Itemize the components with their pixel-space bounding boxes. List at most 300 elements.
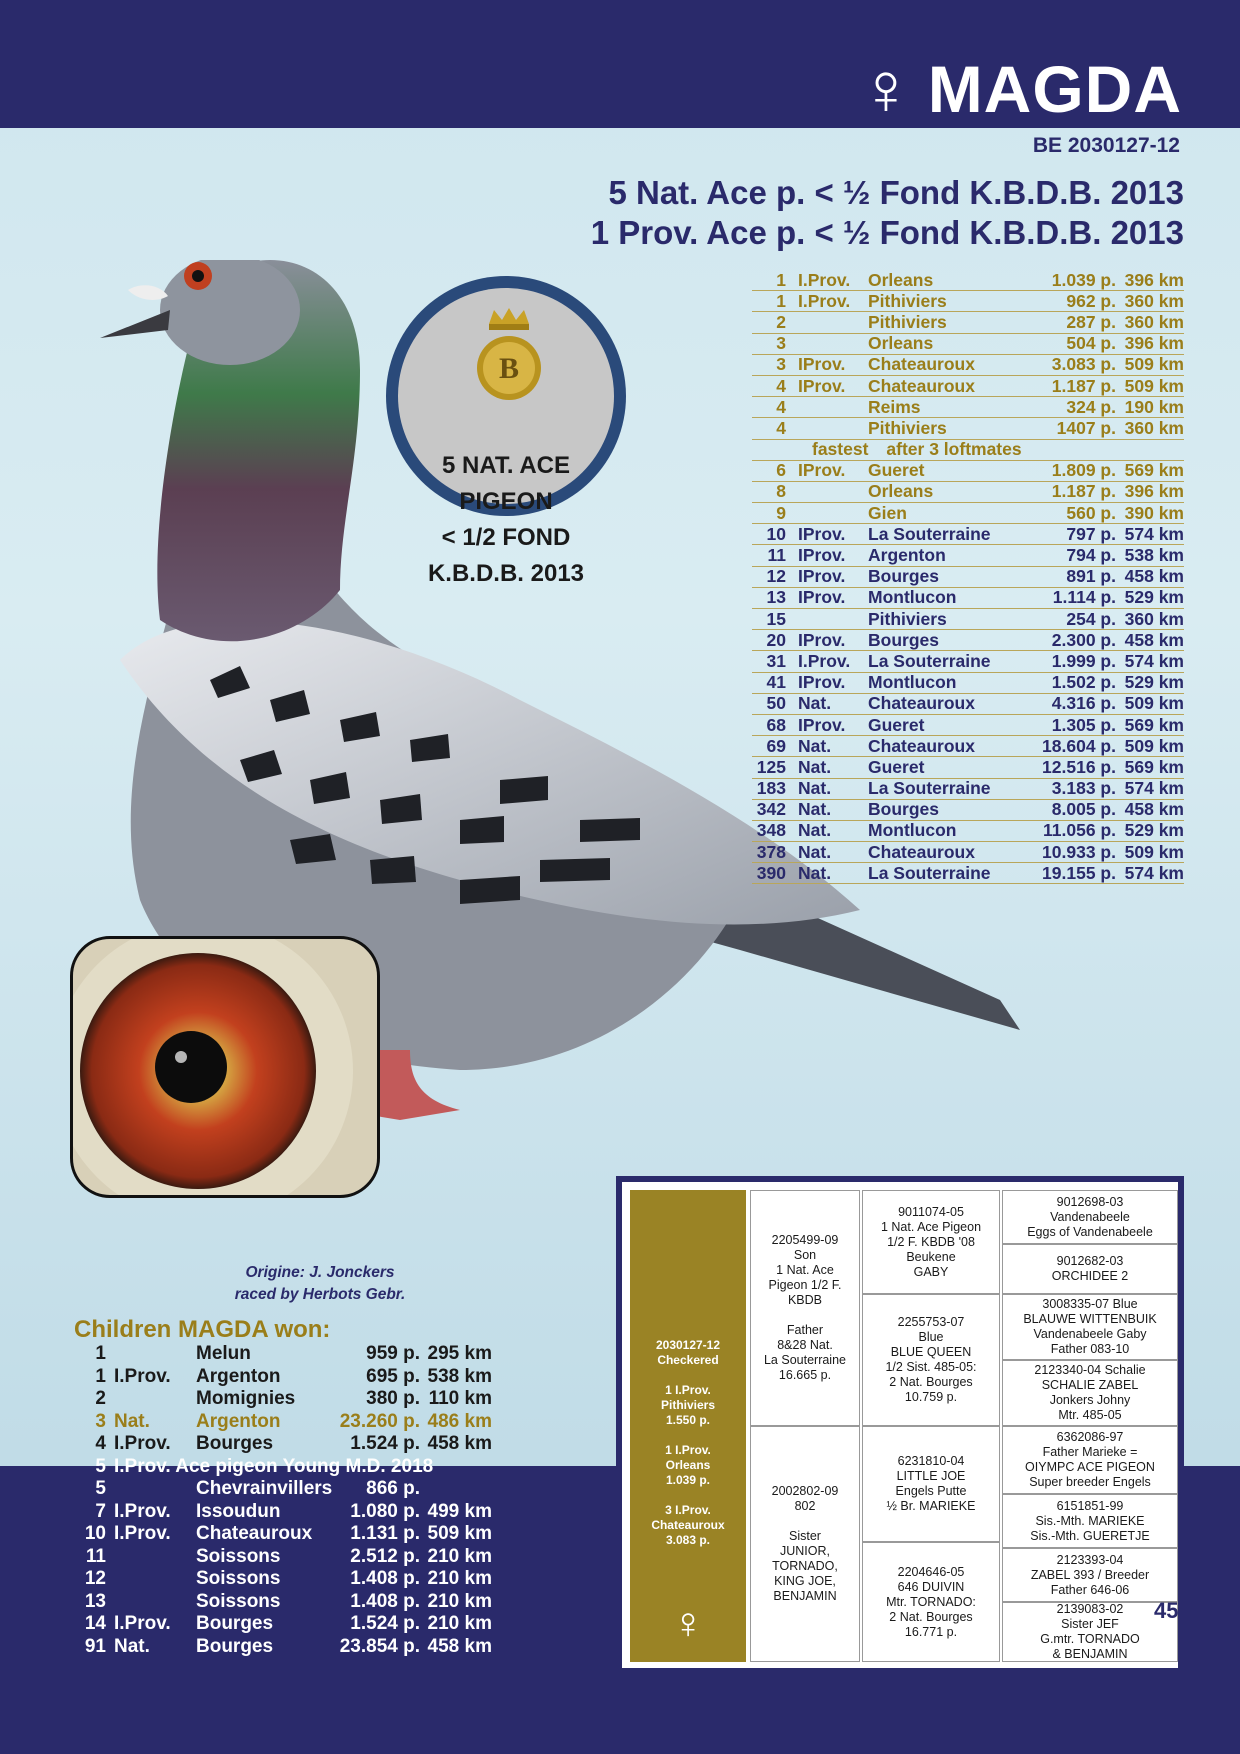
child-place: Bourges (196, 1613, 274, 1635)
child-place: Melun (196, 1343, 251, 1365)
pedigree-line: 3.083 p. (665, 1533, 711, 1547)
pedigree-line: 10.759 p. (904, 1390, 958, 1404)
child-km: 509 km (427, 1523, 492, 1545)
child-result-row (74, 1388, 494, 1411)
result-level: Nat. (798, 862, 832, 883)
result-km: 396 km (1124, 333, 1184, 354)
child-place: Soissons (196, 1568, 281, 1590)
result-level: Nat. (798, 778, 832, 799)
pedigree-line: Father (786, 1323, 824, 1337)
child-level: I.Prov. (114, 1500, 171, 1522)
child-level: I.Prov. (114, 1523, 171, 1545)
pedigree-line (630, 1488, 746, 1503)
result-rank: 12 (766, 566, 786, 587)
result-km: 458 km (1124, 566, 1184, 587)
child-birds: 380 p. (366, 1388, 420, 1410)
child-birds: 23.854 p. (339, 1635, 420, 1657)
result-row (752, 821, 1184, 842)
pedigree-father (750, 1190, 860, 1426)
child-rank: 5 (95, 1478, 106, 1500)
result-km: 569 km (1124, 714, 1184, 735)
child-birds: 695 p. (366, 1365, 420, 1387)
result-birds: 1.114 p. (1052, 587, 1116, 608)
pedigree-line (630, 1368, 746, 1383)
result-place: Chateauroux (868, 841, 975, 862)
pedigree-line: Pigeon 1/2 F. (768, 1278, 842, 1292)
pedigree-line: 3008335-07 Blue (1042, 1297, 1138, 1311)
result-km: 529 km (1124, 587, 1184, 608)
child-rank: 5 (95, 1455, 106, 1477)
pedigree-line: KBDB (787, 1293, 823, 1307)
medal-line-3: K.B.D.B. 2013 (427, 560, 585, 587)
child-rank: 10 (84, 1523, 106, 1545)
result-place: Orleans (868, 269, 934, 290)
pedigree-line (751, 1514, 859, 1529)
result-km: 574 km (1124, 778, 1184, 799)
result-rank: 1 (776, 290, 786, 311)
pedigree-line: 2030127-12 (655, 1338, 721, 1352)
result-birds: 4.316 p. (1051, 693, 1116, 714)
result-row (752, 715, 1184, 736)
child-rank: 13 (84, 1590, 106, 1612)
pedigree-line: 2002802-09 (771, 1484, 839, 1498)
child-km: 499 km (427, 1500, 492, 1522)
result-row (752, 609, 1184, 630)
result-rank: 20 (766, 629, 786, 650)
result-level: IProv. (798, 566, 846, 587)
pedigree-line: Sis.-Mth. GUERETJE (1030, 1528, 1150, 1543)
origin-caption (200, 1262, 440, 1306)
result-birds: 254 p. (1066, 608, 1116, 629)
pedigree-line: 1 Nat. Ace Pigeon (880, 1219, 982, 1234)
result-row (752, 842, 1184, 863)
child-place: Momignies (196, 1388, 296, 1410)
pedigree-line: 1/2 Sist. 485-05: (885, 1360, 977, 1374)
result-km: 574 km (1124, 523, 1184, 544)
child-birds: 959 p. (366, 1343, 420, 1365)
result-row (752, 545, 1184, 566)
result-rank: 50 (766, 693, 786, 714)
pedigree-line: GABY (913, 1264, 949, 1279)
result-place: Chateauroux (868, 375, 975, 396)
result-place: Montlucon (868, 587, 957, 608)
result-level: IProv. (798, 460, 846, 481)
origin-line-2: raced by Herbots Gebr. (234, 1286, 406, 1303)
child-level: Nat. (114, 1410, 150, 1432)
result-place: Pithiviers (868, 417, 947, 438)
result-birds: 560 p. (1066, 502, 1116, 523)
result-place: Chateauroux (868, 693, 975, 714)
ace-pigeon-medallion (386, 276, 626, 587)
result-place: Gueret (868, 714, 925, 735)
children-title: Children MAGDA won: (74, 1316, 331, 1343)
result-place: Chateauroux (868, 735, 975, 756)
result-km: 360 km (1124, 608, 1184, 629)
pedigree-line: 16.665 p. (778, 1368, 832, 1382)
result-place: Chateauroux (868, 354, 975, 375)
pedigree-mother (750, 1426, 860, 1662)
pedigree-line: 2123340-04 Schalie (1034, 1363, 1146, 1377)
result-km: 509 km (1124, 841, 1184, 862)
title (858, 47, 1182, 130)
result-row (752, 312, 1184, 333)
result-row (752, 694, 1184, 715)
pedigree-line: 6231810-04 (897, 1454, 965, 1468)
result-birds: 18.604 p. (1042, 735, 1116, 756)
child-level: Nat. (114, 1635, 150, 1657)
pedigree-ggp-5 (1002, 1426, 1178, 1494)
pedigree-line (630, 1428, 746, 1443)
result-level: IProv. (798, 629, 846, 650)
pedigree-line: 2204646-05 (897, 1564, 965, 1579)
female-symbol-icon: ♀ (858, 47, 914, 130)
pedigree-line: Son (793, 1248, 817, 1262)
result-place: La Souterraine (868, 862, 991, 883)
kbdb-crown-logo-icon (474, 306, 544, 416)
result-km: 574 km (1124, 650, 1184, 671)
result-birds: 1407 p. (1056, 417, 1116, 438)
result-row (752, 418, 1184, 439)
medal-line-2: < 1/2 FOND (441, 524, 571, 551)
result-km: 396 km (1124, 269, 1184, 290)
result-row (752, 503, 1184, 524)
result-level: Nat. (798, 820, 832, 841)
result-birds: 1.999 p. (1051, 650, 1116, 671)
child-birds: 1.408 p. (350, 1568, 420, 1590)
pedigree-line: 646 DUIVIN (897, 1579, 965, 1594)
pedigree-line: SCHALIE ZABEL (1041, 1378, 1139, 1392)
child-km: 486 km (427, 1410, 492, 1432)
result-place: Orleans (868, 333, 934, 354)
pedigree-line: Checkered (657, 1353, 719, 1367)
result-km: 458 km (1124, 799, 1184, 820)
pedigree-line: Vandenabeele (1050, 1209, 1130, 1224)
child-result-row (74, 1523, 494, 1546)
child-birds: 1.131 p. (350, 1523, 420, 1545)
result-place: Montlucon (868, 672, 957, 693)
pedigree-line: Sis.-Mth. MARIEKE (1035, 1513, 1145, 1528)
child-birds: 1.408 p. (350, 1590, 420, 1612)
result-birds: 504 p. (1066, 333, 1116, 354)
child-km: 458 km (427, 1635, 492, 1657)
result-place: Reims (868, 396, 921, 417)
child-place: Issoudun (196, 1500, 281, 1522)
result-km: 458 km (1124, 629, 1184, 650)
pedigree-line: Mtr. 485-05 (1058, 1408, 1122, 1422)
result-rank: 183 (756, 778, 786, 799)
result-rank: 15 (766, 608, 786, 629)
result-birds: 962 p. (1066, 290, 1116, 311)
child-km: 210 km (427, 1568, 492, 1590)
child-rank: 14 (84, 1613, 106, 1635)
result-place: Pithiviers (868, 608, 947, 629)
result-birds: 797 p. (1066, 523, 1116, 544)
child-rank: 3 (95, 1410, 106, 1432)
result-km: 190 km (1124, 396, 1184, 417)
child-rank: 91 (84, 1635, 106, 1657)
pedigree-line: 1 I.Prov. (665, 1443, 711, 1457)
result-birds: 1.809 p. (1051, 460, 1116, 481)
result-rank: 3 (776, 354, 786, 375)
pedigree-line: 1/2 F. KBDB '08 (887, 1234, 975, 1249)
ring-number: BE 2030127-12 (1032, 134, 1180, 157)
result-km: 396 km (1124, 481, 1184, 502)
result-birds: 12.516 p. (1042, 756, 1116, 777)
result-row (752, 736, 1184, 757)
child-place: Soissons (196, 1545, 281, 1567)
pedigree-line: Father Marieke = (1042, 1445, 1138, 1459)
child-km: 210 km (427, 1613, 492, 1635)
result-level: I.Prov. (798, 290, 851, 311)
result-level: Nat. (798, 841, 832, 862)
pedigree-line: Jonkers Johny (1049, 1393, 1131, 1407)
pedigree-line: Sister (789, 1529, 821, 1543)
medal-line-1: 5 NAT. ACE PIGEON (441, 452, 570, 515)
pedigree-line: La Souterraine (763, 1353, 846, 1367)
child-rank: 2 (95, 1388, 106, 1410)
result-place: Bourges (868, 799, 939, 820)
origin-line-1: Origine: J. Jonckers (245, 1264, 395, 1281)
result-row (752, 397, 1184, 418)
result-km: 509 km (1124, 375, 1184, 396)
child-result-row (74, 1546, 494, 1569)
pedigree-line: 2 Nat. Bourges (889, 1609, 973, 1624)
result-rank: 8 (776, 481, 786, 502)
child-level: I.Prov. (114, 1613, 171, 1635)
pedigree-line: 1 Nat. Ace (776, 1263, 834, 1277)
child-birds: 2.512 p. (350, 1545, 420, 1567)
child-birds: 866 p. (366, 1478, 420, 1500)
result-row (752, 291, 1184, 312)
pedigree-line: BENJAMIN (773, 1589, 837, 1603)
result-rank: 31 (766, 650, 786, 671)
result-birds: 10.933 p. (1042, 841, 1116, 862)
result-place: La Souterraine (868, 523, 991, 544)
pedigree-line: 2139083-02 (1056, 1602, 1124, 1616)
result-place: Bourges (868, 629, 939, 650)
pedigree-line: ORCHIDEE 2 (1051, 1269, 1129, 1283)
result-birds: 1.039 p. (1051, 269, 1116, 290)
child-place: Argenton (196, 1365, 281, 1387)
child-birds: 1.080 p. (350, 1500, 420, 1522)
pedigree-line: Father 646-06 (1050, 1582, 1130, 1597)
result-note (752, 440, 1184, 461)
result-place: Argenton (868, 545, 946, 566)
result-birds: 2.300 p. (1051, 629, 1116, 650)
result-km: 390 km (1124, 502, 1184, 523)
result-birds: 1.305 p. (1051, 714, 1116, 735)
result-level: Nat. (798, 799, 832, 820)
pedigree-granddam-1 (862, 1294, 1000, 1426)
result-birds: 11.056 p. (1043, 820, 1116, 841)
pedigree-line: 2205499-09 (771, 1233, 839, 1247)
pedigree-line: 1 I.Prov. (665, 1383, 711, 1397)
result-row (752, 376, 1184, 397)
result-rank: 348 (756, 820, 786, 841)
child-birds: 1.524 p. (350, 1433, 420, 1455)
result-row (752, 524, 1184, 545)
result-birds: 1.502 p. (1051, 672, 1116, 693)
result-level: IProv. (798, 545, 846, 566)
result-rank: 69 (766, 735, 786, 756)
result-place: Bourges (868, 566, 939, 587)
child-km: 110 km (428, 1388, 492, 1410)
pedigree-ggp-2 (1002, 1244, 1178, 1294)
eye-closeup-image (70, 936, 380, 1198)
child-result-row (74, 1456, 494, 1479)
pedigree-line: JUNIOR, (780, 1544, 830, 1558)
child-place: Bourges (196, 1433, 274, 1455)
result-row (752, 779, 1184, 800)
pedigree-line: OIYMPC ACE PIGEON (1025, 1460, 1155, 1474)
female-symbol-icon: ♀ (671, 1599, 705, 1648)
pedigree-line: 9012682-03 (1056, 1254, 1124, 1268)
result-rank: 342 (756, 799, 786, 820)
pedigree-line: 2255753-07 (897, 1315, 965, 1329)
result-level: IProv. (798, 587, 846, 608)
result-row (752, 630, 1184, 651)
pedigree-line: 9012698-03 (1056, 1194, 1124, 1209)
pedigree-line: Engels Putte (895, 1484, 967, 1498)
child-birds: 1.524 p. (350, 1613, 420, 1635)
result-rank: 1 (776, 269, 786, 290)
result-row (752, 270, 1184, 291)
note-text: after 3 loftmates (886, 439, 1022, 460)
result-level: IProv. (798, 672, 846, 693)
result-rank: 390 (756, 862, 786, 883)
result-km: 509 km (1124, 693, 1184, 714)
result-row (752, 482, 1184, 503)
result-km: 569 km (1124, 756, 1184, 777)
pedigree-line: Pithiviers (660, 1398, 716, 1412)
pedigree-line: ZABEL 393 / Breeder (1030, 1567, 1150, 1582)
pedigree-line: 6362086-97 (1056, 1430, 1124, 1444)
pedigree-grandsire-2 (862, 1426, 1000, 1542)
result-row (752, 334, 1184, 355)
result-rank: 125 (756, 756, 786, 777)
result-rank: 10 (766, 523, 786, 544)
result-row (752, 588, 1184, 609)
child-place: Bourges (196, 1635, 274, 1657)
child-result-row (74, 1433, 494, 1456)
result-km: 538 km (1124, 545, 1184, 566)
result-row (752, 800, 1184, 821)
result-rank: 11 (767, 545, 786, 566)
child-rank: 1 (95, 1343, 106, 1365)
result-rank: 4 (776, 375, 786, 396)
pedigree-ggp-1 (1002, 1190, 1178, 1244)
result-level: I.Prov. (798, 650, 851, 671)
result-km: 509 km (1124, 735, 1184, 756)
result-level: Nat. (798, 693, 832, 714)
child-km: 210 km (427, 1545, 492, 1567)
result-rank: 378 (756, 841, 786, 862)
pedigree-line: 8&28 Nat. (777, 1338, 833, 1352)
pedigree-line: 9011074-05 (898, 1204, 964, 1219)
result-level: I.Prov. (798, 269, 851, 290)
result-place: Gueret (868, 756, 925, 777)
children-results (74, 1343, 494, 1658)
result-km: 569 km (1124, 460, 1184, 481)
result-rank: 6 (776, 460, 786, 481)
child-rank: 4 (95, 1433, 106, 1455)
child-result-row (74, 1366, 494, 1389)
child-level: I.Prov. (114, 1433, 171, 1455)
child-birds: 23.260 p. (339, 1410, 420, 1432)
result-place: Gien (868, 502, 907, 523)
result-birds: 3.183 p. (1051, 778, 1116, 799)
pedigree-line: Sister JEF (1061, 1617, 1119, 1631)
result-row (752, 461, 1184, 482)
child-level: I.Prov. (114, 1365, 171, 1387)
pedigree-line: 2123393-04 (1056, 1552, 1124, 1567)
pedigree-ggp-8 (1002, 1602, 1178, 1662)
child-full: I.Prov. Ace pigeon Young M.D. 2018 (114, 1455, 434, 1477)
child-rank: 12 (84, 1568, 106, 1590)
result-place: Montlucon (868, 820, 957, 841)
child-result-row (74, 1411, 494, 1434)
result-birds: 324 p. (1066, 396, 1116, 417)
pedigree-subject (630, 1190, 746, 1662)
child-result-row (74, 1478, 494, 1501)
result-place: Orleans (868, 481, 934, 502)
child-result-row (74, 1343, 494, 1366)
pedigree-line: ½ Br. MARIEKE (886, 1499, 976, 1513)
pedigree-chart (616, 1176, 1184, 1674)
pedigree-line: 1.039 p. (665, 1473, 711, 1487)
result-rank: 9 (776, 502, 786, 523)
result-birds: 3.083 p. (1051, 354, 1116, 375)
result-row (752, 651, 1184, 672)
result-birds: 19.155 p. (1042, 862, 1116, 883)
pedigree-ggp-6 (1002, 1494, 1178, 1548)
child-result-row (74, 1501, 494, 1524)
pedigree-line: Vandenabeele Gaby (1033, 1327, 1147, 1341)
pedigree-line: BLUE QUEEN (890, 1345, 972, 1359)
result-level: Nat. (798, 756, 832, 777)
pedigree-line: 2 Nat. Bourges (889, 1375, 973, 1389)
result-rank: 3 (776, 333, 786, 354)
pedigree-line: Super breeder Engels (1029, 1475, 1151, 1489)
pedigree-grandsire-1 (862, 1190, 1000, 1294)
logo-letter: B (498, 352, 520, 385)
child-km: 538 km (427, 1365, 492, 1387)
result-birds: 1.187 p. (1051, 375, 1116, 396)
pedigree-line: 802 (794, 1499, 816, 1513)
child-place: Soissons (196, 1590, 281, 1612)
result-birds: 287 p. (1066, 311, 1116, 332)
pedigree-line: BLAUWE WITTENBUIK (1023, 1312, 1157, 1326)
pedigree-line: Chateauroux (651, 1518, 725, 1532)
pedigree-line: 3 I.Prov. (665, 1503, 711, 1517)
child-km: 458 km (427, 1433, 492, 1455)
result-km: 509 km (1124, 354, 1184, 375)
result-km: 529 km (1124, 820, 1184, 841)
result-level: IProv. (798, 354, 846, 375)
result-rank: 4 (776, 417, 786, 438)
result-birds: 891 p. (1066, 566, 1116, 587)
pedigree-ggp-4 (1002, 1360, 1178, 1426)
result-place: La Souterraine (868, 778, 991, 799)
result-birds: 1.187 p. (1051, 481, 1116, 502)
result-birds: 794 p. (1066, 545, 1116, 566)
pigeon-name: MAGDA (927, 52, 1182, 126)
pedigree-line: TORNADO, (772, 1559, 838, 1573)
result-birds: 8.005 p. (1051, 799, 1116, 820)
result-rank: 68 (766, 714, 786, 735)
result-level: IProv. (798, 714, 846, 735)
result-level: IProv. (798, 523, 846, 544)
